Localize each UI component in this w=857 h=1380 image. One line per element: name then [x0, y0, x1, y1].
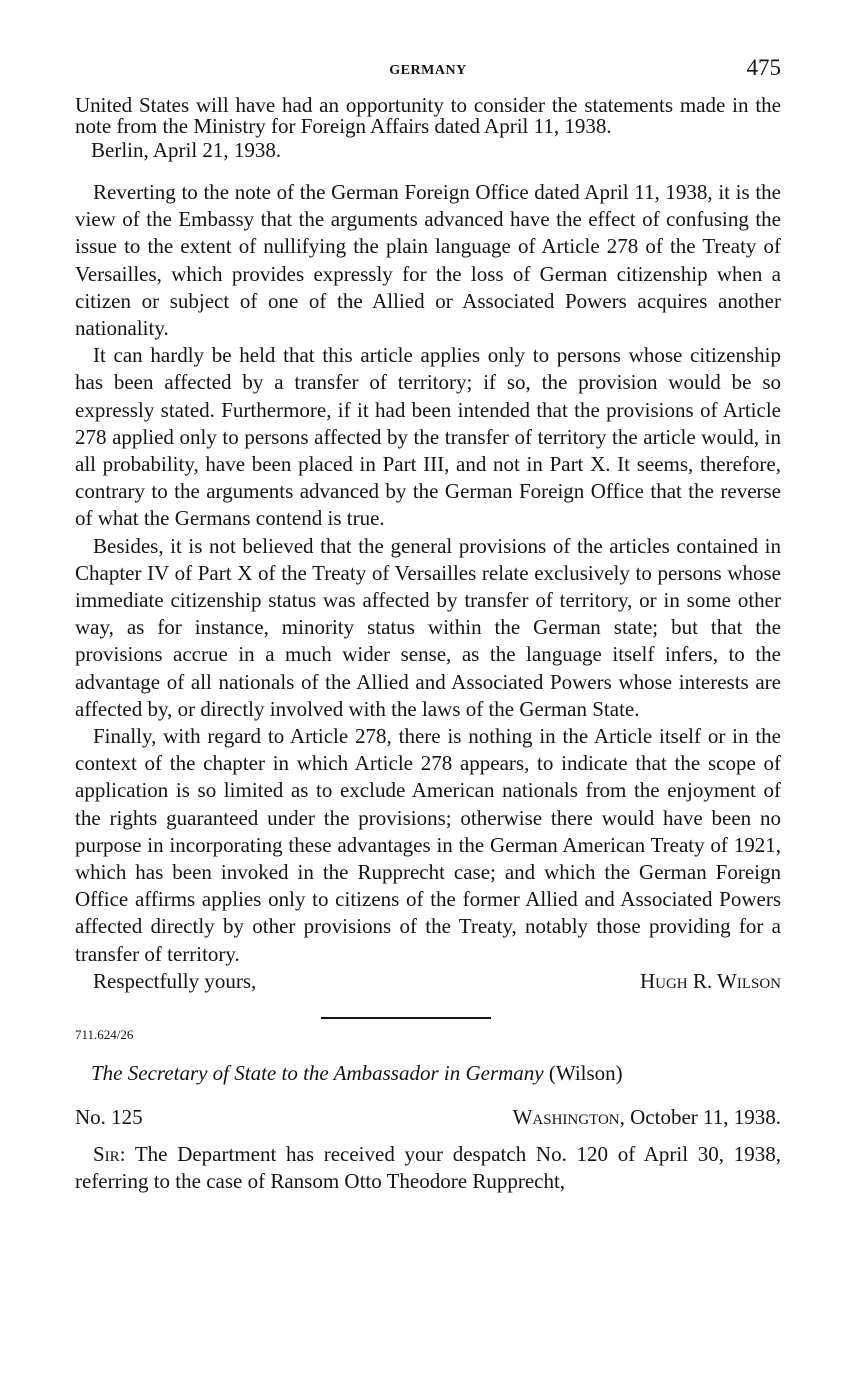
lead-text: United States will have had an opportunity to consider the statements made in the note from the Ministry for Foreign Affairs dated April 11, 1938.	[75, 93, 781, 138]
dispatch-place: Washington	[512, 1104, 620, 1129]
dispatch-line	[75, 1105, 781, 1129]
closing-salutation: Respectfully yours,	[93, 968, 257, 993]
document-title-text: The Secretary of State to the Ambassador in Germany	[91, 1060, 544, 1085]
dispatch-number: No. 125	[75, 1104, 143, 1129]
dispatch-place-date	[513, 1105, 781, 1129]
signature: Hugh R. Wilson	[639, 968, 781, 993]
running-head: GERMANY	[389, 63, 467, 78]
closing	[75, 968, 781, 995]
paragraph: Reverting to the note of the German Foreign Office dated April 11, 1938, it is the view of the Embassy that the arguments advanced have the effect of confusing the issue to the extent of nullifying the plain language of Article 278 of the Treaty of Versailles, which provides expressly for the loss of German citizenship when a citizen or subject of one of the Allied or Associated Powers acquires another nationality.	[75, 180, 781, 341]
dateline: Berlin, April 21, 1938.	[91, 138, 282, 162]
letter-body	[75, 179, 781, 968]
paragraph: Finally, with regard to Article 278, there is nothing in the Article itself or in the context of the chapter in which Article 278 appears, to indicate that the scope of application is so limited as to exclude American nationals from the enjoyment of the rights guaranteed under the provisions; otherwise there would have been no purpose in incorporating these advantages in the German American Treaty of 1921, which has been invoked in the Rupprecht case; and which the German Foreign Office affirms applies only to citizens of the former Allied and Associated Powers affected directly by other provisions of the Treaty, notably those providing for a transfer of territory.	[75, 724, 781, 966]
dispatch-date: , October 11, 1938.	[619, 1104, 781, 1129]
page-header	[75, 55, 781, 95]
paragraph: It can hardly be held that this article applies only to persons whose citizenship has been affected by a transfer of territory; if so, the provision would be so expressly stated. Furthermore, if it had been intended that the provisions of Article 278 applied only to persons affected by the transfer of territory the article would, in all probability, have been placed in Part III, and not in Part X. It seems, therefore, contrary to the arguments advanced by the German Foreign Office that the reverse of what the Germans contend is true.	[75, 343, 781, 531]
document-page	[75, 55, 781, 1195]
document-title-recipient: (Wilson)	[548, 1060, 623, 1085]
document-title	[75, 1061, 781, 1085]
letter-salutation: Sir	[93, 1141, 120, 1166]
file-number: 711.624/26	[75, 1026, 134, 1042]
letter-opening-text: : The Department has received your despatch No. 120 of April 30, 1938, referring to the case of Ransom Otto Theodore Rupprecht,	[75, 1141, 781, 1194]
paragraph: Besides, it is not believed that the general provisions of the articles contained in Chapter IV of Part X of the Treaty of Versailles relate exclusively to persons whose immediate citizenship status was affected by transfer of territory, or in some other way, as for instance, minority status within the German state; but that the provisions accrue in a much wider sense, as the language itself infers, to the advantage of all nationals of the Allied and Associated Powers whose interests are affected by, or directly involved with the laws of the German State.	[75, 533, 781, 721]
page-number: 475	[746, 55, 781, 80]
section-divider	[321, 1017, 491, 1019]
letter-opening	[75, 1141, 781, 1195]
